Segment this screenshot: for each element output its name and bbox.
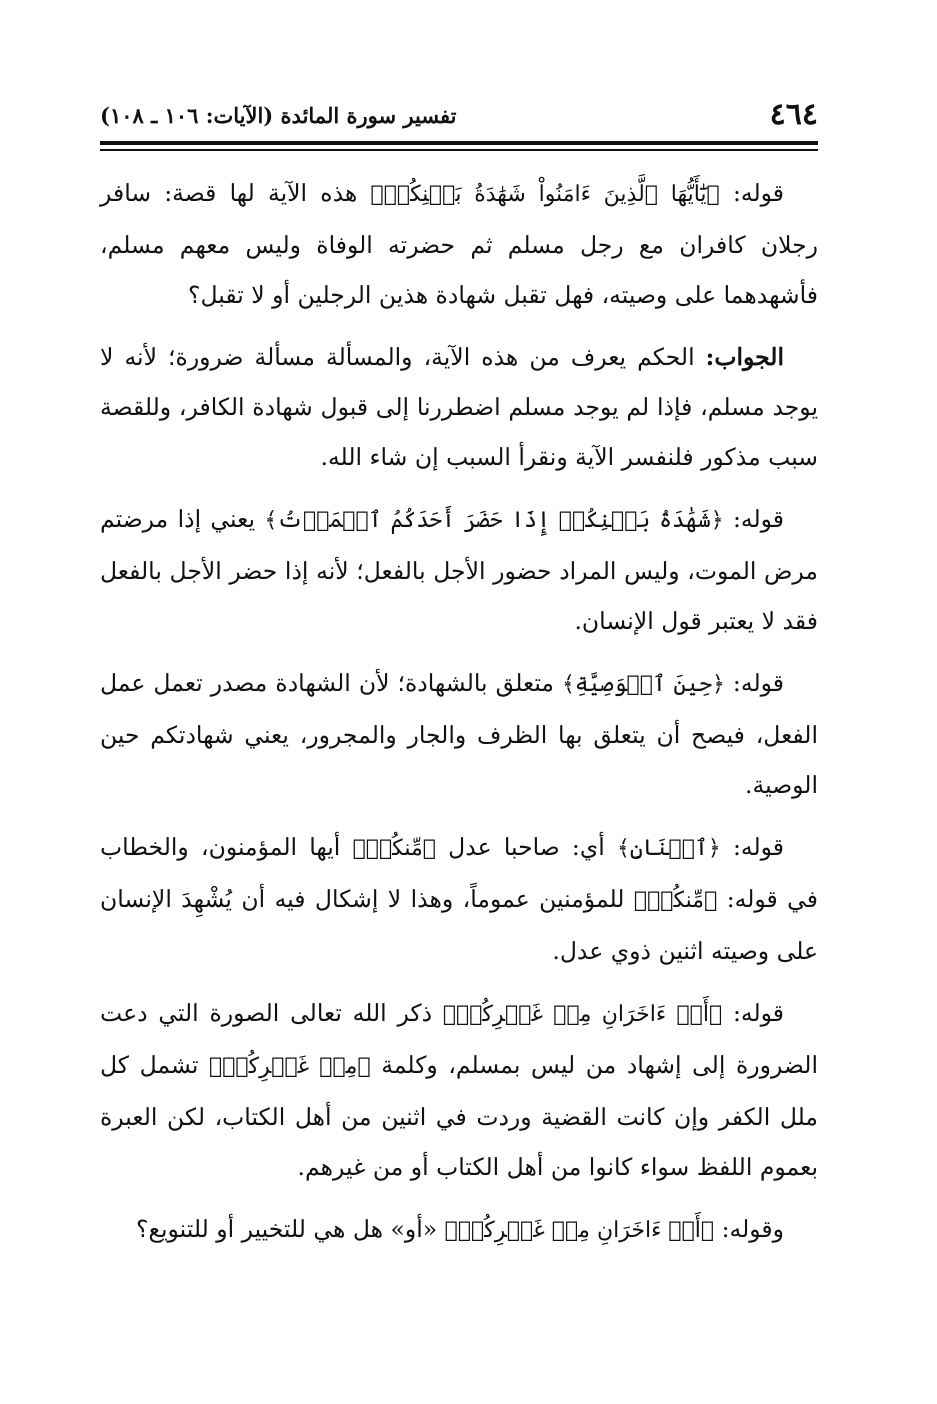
paragraph-text: تشمل كل ملل الكفر وإن كانت القضية وردت في اثنين من أهل الكتاب، لكن العبرة بعموم اللفظ سواء كانوا من أهل الكتاب أو من غيرهم. <box>100 1051 818 1181</box>
paragraph <box>100 332 818 482</box>
page-number: ٤٦٤ <box>769 97 818 132</box>
paragraph-text: قوله: <box>724 669 784 697</box>
quran-quote: ﴿مِّنكُمۡ﴾ <box>352 836 436 861</box>
paragraph-text: أي: صاحبا عدل <box>435 833 617 861</box>
answer-label: الجواب: <box>705 343 784 371</box>
paragraph-text: قوله: <box>722 999 784 1027</box>
quran-quote: ﴿يَٰٓأَيُّهَا ٱلَّذِينَ ءَامَنُواْ شَهَٰدَةُ بَيۡنِكُمۡ﴾ <box>370 182 720 207</box>
header-rule-thin <box>100 149 818 151</box>
paragraph-text: يعني إذا مرضتم مرض الموت، وليس المراد حضور الأجل بالفعل؛ لأنه إذا حضر الأجل بالفعل فقد لا يعتبر قول الإنسان. <box>100 505 818 635</box>
quran-quote: ﴿أَوۡ ءَاخَرَانِ مِنۡ غَيۡرِكُمۡ﴾ <box>444 1218 715 1243</box>
paragraph-text: قوله: <box>719 179 785 207</box>
paragraph <box>100 822 818 976</box>
paragraph-text: وقوله: <box>714 1215 784 1243</box>
paragraph-text: للمؤمنين عموماً، وهذا لا إشكال فيه أن يُشْهِدَ الإنسان على وصيته اثنين ذوي عدل. <box>100 885 818 965</box>
paragraph-text: قوله: <box>723 505 784 533</box>
quran-quote: ﴿مِّنكُمۡ﴾ <box>633 888 718 913</box>
paragraph-text: الحكم يعرف من هذه الآية، والمسألة مسألة ضرورة؛ لأنه لا يوجد مسلم، فإذا لم يوجد مسلم اضطررنا إلى قبول شهادة الكافر، وللقصة سبب مذكور فلنفسر الآية ونقرأ السبب إن شاء الله. <box>100 343 818 471</box>
quran-quote: ﴿شَهَٰدَةُ بَيۡنِكُمۡ إِذَا حَضَرَ أَحَدَكُمُ ٱلۡمَوۡتُ﴾ <box>264 508 724 533</box>
quran-quote: ﴿أَوۡ ءَاخَرَانِ مِنۡ غَيۡرِكُمۡ﴾ <box>442 1002 723 1027</box>
paragraph-text: ذكر الله تعالى الصورة التي دعت الضرورة إلى إشهاد من ليس بمسلم، وكلمة <box>100 999 818 1079</box>
body-text <box>100 168 818 1268</box>
paragraph-text: هذه الآية لها قصة: سافر رجلان كافران مع رجل مسلم ثم حضرته الوفاة وليس معهم مسلم، فأشهدهما على وصيته، فهل تقبل شهادة هذين الرجلين أو لا تقبل؟ <box>100 179 818 309</box>
paragraph <box>100 658 818 810</box>
paragraph-text: أيها المؤمنون، والخطاب في قوله: <box>100 833 818 913</box>
running-title: تفسير سورة المائدة (الآيات: ١٠٦ ـ ١٠٨) <box>100 103 457 128</box>
quran-quote: ﴿ٱثۡنَانِ﴾ <box>616 836 721 861</box>
paragraph <box>100 494 818 646</box>
page-header <box>100 95 818 135</box>
paragraph <box>100 1204 818 1256</box>
paragraph <box>100 168 818 320</box>
paragraph-text: «أو» هل هي للتخيير أو للتنويع؟ <box>136 1215 445 1243</box>
header-rule-thick <box>100 141 818 145</box>
paragraph-text: قوله: <box>720 833 784 861</box>
quran-quote: ﴿مِنۡ غَيۡرِكُمۡ﴾ <box>209 1054 371 1079</box>
quran-quote: ﴿حِينَ ٱلۡوَصِيَّةِ﴾ <box>562 672 725 697</box>
paragraph <box>100 988 818 1192</box>
paragraph-text: متعلق بالشهادة؛ لأن الشهادة مصدر تعمل عمل الفعل، فيصح أن يتعلق بها الظرف والجار والمجرور، يعني شهادتكم حين الوصية. <box>100 669 818 799</box>
